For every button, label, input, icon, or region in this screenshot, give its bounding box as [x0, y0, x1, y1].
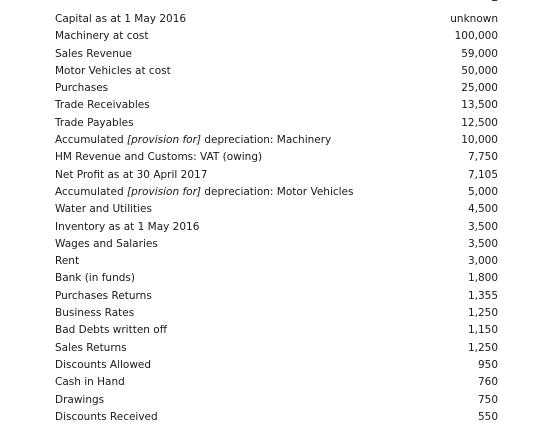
row-label: Cash in Hand [55, 376, 125, 389]
row-amount: 3,000 [467, 255, 498, 268]
row-label: Discounts Allowed [55, 358, 152, 371]
ledger-row [55, 322, 498, 339]
row-amount: 1,355 [467, 289, 498, 302]
row-label: Business Rates [55, 307, 135, 320]
row-amount: 13,500 [461, 99, 498, 112]
row-label: Motor Vehicles at cost [55, 64, 171, 77]
ledger-row [55, 184, 498, 201]
row-label-end: depreciation: Motor Vehicles [201, 185, 354, 198]
row-label: Trade Payables [55, 116, 134, 129]
row-label: Bank (in funds) [55, 272, 135, 285]
ledger-row [55, 149, 498, 166]
row-amount: 550 [477, 410, 498, 423]
currency-header [440, 0, 498, 1]
row-label: Water and Utilities [55, 203, 152, 216]
row-label: Inventory as at 1 May 2016 [55, 220, 200, 233]
row-label: Net Profit as at 30 April 2017 [55, 168, 208, 181]
ledger-row [55, 132, 498, 149]
row-amount: 7,750 [467, 151, 498, 164]
row-label: Capital as at 1 May 2016 [55, 13, 187, 25]
ledger-row [55, 409, 498, 426]
row-amount: 3,500 [467, 237, 498, 250]
row-label-italic: [provision for] [127, 185, 201, 198]
row-amount: 100,000 [454, 30, 498, 43]
row-amount: unknown [450, 13, 498, 25]
row-label: Purchases [55, 82, 109, 95]
row-label: HM Revenue and Customs: VAT (owing) [55, 151, 263, 164]
row-amount: 750 [477, 393, 498, 406]
row-amount: 5,000 [467, 185, 498, 198]
ledger-row [55, 63, 498, 80]
row-label: Drawings [55, 393, 105, 406]
ledger-row [55, 28, 498, 45]
row-label [55, 184, 354, 201]
row-label: Rent [55, 255, 80, 268]
ledger-row [55, 288, 498, 305]
ledger-row [55, 305, 498, 322]
row-label-italic: [provision for] [127, 134, 201, 147]
row-amount: 7,105 [467, 168, 498, 181]
row-label: Sales Returns [55, 341, 127, 354]
row-amount: 1,800 [467, 272, 498, 285]
row-amount: 25,000 [461, 82, 498, 95]
row-label: Machinery at cost [55, 30, 149, 43]
ledger-table [55, 11, 498, 426]
row-amount: 12,500 [461, 116, 498, 129]
ledger-row [55, 392, 498, 409]
row-amount: 760 [477, 376, 498, 389]
row-label: Wages and Salaries [55, 237, 158, 250]
ledger-row [55, 167, 498, 184]
row-amount: 1,250 [467, 341, 498, 354]
row-label: Trade Receivables [55, 99, 150, 112]
ledger-row [55, 340, 498, 357]
row-amount: 59,000 [461, 47, 498, 60]
row-label [55, 132, 331, 149]
row-amount: 10,000 [461, 134, 498, 147]
ledger-row [55, 270, 498, 287]
row-amount: 1,150 [467, 324, 498, 337]
ledger-row [55, 219, 498, 236]
row-label: Discounts Received [55, 410, 158, 423]
ledger-row [55, 253, 498, 270]
ledger-row [55, 80, 498, 97]
ledger-row [55, 97, 498, 114]
ledger-row [55, 357, 498, 374]
row-label-end: depreciation: Machinery [201, 134, 332, 147]
ledger-row [55, 46, 498, 63]
row-label: Bad Debts written off [55, 324, 167, 337]
ledger-row [55, 236, 498, 253]
row-label: Purchases Returns [55, 289, 152, 302]
ledger-row [55, 201, 498, 218]
row-label-start: Accumulated [55, 134, 128, 147]
ledger-row [55, 11, 498, 28]
row-label: Sales Revenue [55, 47, 133, 60]
row-amount: 4,500 [467, 203, 498, 216]
row-amount: 3,500 [467, 220, 498, 233]
ledger-row [55, 374, 498, 391]
row-amount: 950 [477, 358, 498, 371]
row-amount: 50,000 [461, 64, 498, 77]
ledger-row [55, 115, 498, 132]
row-label-start: Accumulated [55, 185, 128, 198]
row-amount: 1,250 [467, 307, 498, 320]
